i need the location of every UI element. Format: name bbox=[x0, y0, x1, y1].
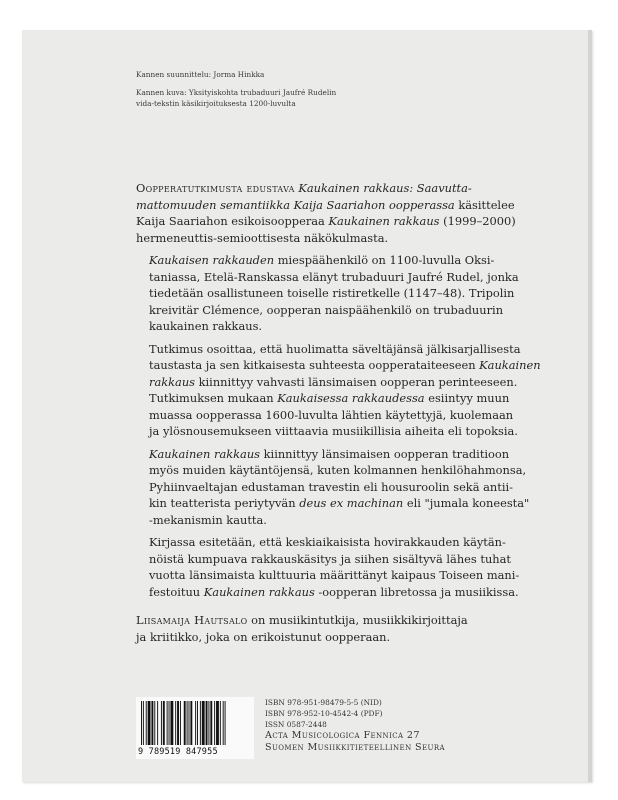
barcode-bar bbox=[167, 701, 168, 745]
barcode-bar bbox=[190, 701, 192, 745]
barcode-bar bbox=[220, 701, 221, 745]
publisher-name: Suomen Musiikkitieteellinen Seura bbox=[265, 742, 445, 754]
barcode-bar bbox=[170, 701, 173, 745]
barcode-bar bbox=[141, 701, 142, 745]
cover-credits bbox=[136, 69, 336, 110]
issn: ISSN 0587-2448 bbox=[265, 719, 327, 729]
barcode-bar bbox=[175, 701, 176, 745]
cover-image-credit-line2: vida-tekstin käsikirjoituksesta 1200-luvulta bbox=[136, 99, 296, 108]
lead-in: Oopperatutkimusta edustava bbox=[136, 181, 295, 195]
paragraph-research: Tutkimus osoittaa, että huolimatta säveltäjänsä jälkisarjallisesta taustasta ja sen kitkaisesta suhteesta oopperataiteeseen Kaukainen rakkaus kiinnittyy vahvasti länsimaisen oopperan perinteeseen. Tutkimuksen mukaan Kaukaisessa rakkaudessa esiintyy muun muassa oopperassa 1600-luvulta lähtien käytettyjä, kuolemaan ja ylösnousemukseen viittaavia musiikillisia aiheita eli topoksia. bbox=[149, 341, 541, 438]
paragraph-conclusion: Kirjassa esitetään, että keskiaikaisista hovirakkauden käytän- nöistä kumpuava rakkauskäsitys ja siihen sisältyvä lähes tuhat vuotta länsimaista kulttuuria määrittänyt kaipaus Toiseen mani- festoituu Kaukainen rakkaus -oopperan libretossa ja musiikissa. bbox=[149, 535, 520, 599]
series-name: Acta Musicologica Fennica 27 bbox=[265, 730, 420, 742]
barcode-bar bbox=[157, 701, 158, 745]
isbn-print: ISBN 978-951-98479-5-5 (NID) bbox=[265, 698, 382, 707]
barcode-bar bbox=[200, 701, 201, 745]
blurb-text bbox=[136, 180, 541, 651]
barcode-bar bbox=[206, 701, 208, 745]
barcode-bar bbox=[163, 701, 165, 745]
barcode-bar bbox=[154, 701, 155, 745]
barcode-bar bbox=[151, 701, 153, 745]
barcode-bar bbox=[148, 701, 151, 745]
cover-image-credit-line1: Kannen kuva: Yksityiskohta trubaduuri Jaufré Rudelin bbox=[136, 87, 337, 97]
isbn-barcode bbox=[136, 697, 254, 759]
barcode-bar bbox=[195, 701, 196, 745]
barcode-bar bbox=[197, 701, 198, 745]
barcode-bar bbox=[210, 701, 212, 745]
author-name: Liisamaija Hautsalo bbox=[136, 613, 248, 627]
author-bio: Liisamaija Hautsalo on musiikintutkija, musiikkikirjoittaja ja kriitikko, joka on erikoistunut oopperaan. bbox=[136, 613, 468, 644]
barcode-bar bbox=[216, 701, 219, 745]
barcode-bar bbox=[214, 701, 215, 745]
barcode-bars bbox=[141, 701, 249, 747]
barcode-bar bbox=[161, 701, 162, 745]
barcode-bar bbox=[187, 701, 188, 745]
barcode-bar bbox=[208, 701, 209, 745]
paragraph-tradition: Kaukainen rakkaus kiinnittyy länsimaisen oopperan traditioon myös muiden käytäntöjensä, kuten kolmannen henkilöhahmonsa, Pyhiinvaeltajan edustaman travestin eli housuroolin sekä antii- kin teatterista periytyvän deus ex machinan eli "jumala koneesta" -mekanismin kautta. bbox=[149, 446, 530, 527]
book-back-cover bbox=[22, 30, 592, 782]
barcode-bar bbox=[189, 701, 190, 745]
barcode-bar bbox=[143, 701, 144, 745]
paragraph-protagonists: Kaukaisen rakkauden miespäähenkilö on 1100-luvulla Oksi- taniassa, Etelä-Ranskassa elänyt trubaduuri Jaufré Rudel, jonka tiedetään osallistuneen toiselle ristiretkelle (1147–48). Tripolin kreivitär Clémence, oopperan naispäähenkilö on trubaduurin kaukainen rakkaus. bbox=[149, 253, 519, 333]
cover-design-credit: Kannen suunnittelu: Jorma Hinkka bbox=[136, 70, 265, 79]
barcode-bar bbox=[146, 701, 147, 745]
barcode-bar bbox=[177, 701, 179, 745]
barcode-digits: 9 789519 847955 bbox=[138, 747, 218, 757]
barcode-bar bbox=[180, 701, 181, 745]
barcode-bar bbox=[223, 701, 224, 745]
barcode-bar bbox=[169, 701, 170, 745]
barcode-bar bbox=[184, 701, 186, 745]
publication-info bbox=[265, 698, 445, 754]
isbn-pdf: ISBN 978-952-10-4542-4 (PDF) bbox=[265, 708, 383, 718]
paragraph-intro: Oopperatutkimusta edustava Kaukainen rakkaus: Saavutta- mattomuuden semantiikka Kaija Saariahon oopperassa käsittelee Kaija Saariahon esikoisoopperaa Kaukainen rakkaus (1999–2000) hermeneuttis-semioottisesta näkökulmasta. bbox=[136, 181, 516, 245]
barcode-bar bbox=[202, 701, 205, 745]
barcode-bar bbox=[225, 701, 226, 745]
